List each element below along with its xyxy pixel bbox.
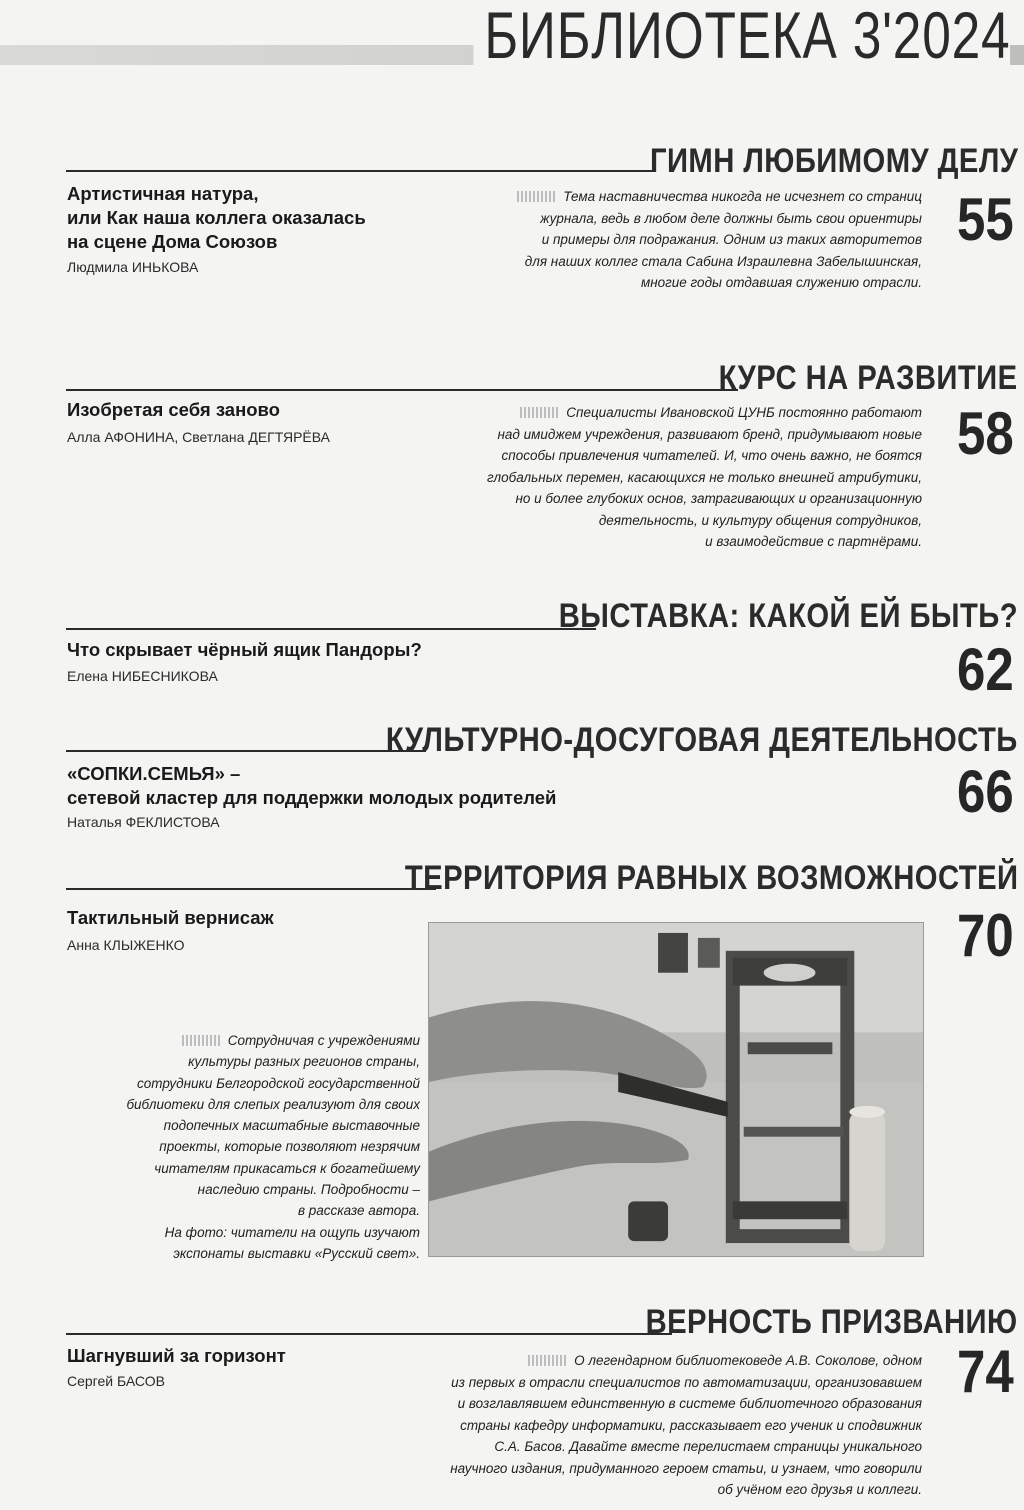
- article-description: О легендарном библиотековеде А.В. Соколове, одном из первых в отрасли специалистов по автоматизации, организовавшем и возглавлявшем единственную в системе библиотечного образования страны кафедру информатики, рассказывает его ученик и сподвижник С.А. Басов. Давайте вместе перелистаем страницы уникального научного издания, придуманного героем статьи, и узнаем, что говорили об учёном его друзья и коллеги.: [450, 1353, 922, 1497]
- article-title[interactable]: Изобретая себя заново: [67, 399, 280, 420]
- section-title-kultura: КУЛЬТУРНО-ДОСУГОВАЯ ДЕЯТЕЛЬНОСТЬ: [386, 721, 1018, 759]
- section-title-vystavka: ВЫСТАВКА: КАКОЙ ЕЙ БЫТЬ?: [558, 597, 1018, 635]
- article-author: Наталья ФЕКЛИСТОВА: [67, 814, 220, 830]
- page-number[interactable]: 55: [957, 186, 1014, 253]
- page-number[interactable]: 70: [957, 902, 1014, 969]
- section-title-gimn: ГИМН ЛЮБИМОМУ ДЕЛУ: [649, 142, 1018, 180]
- section-rule: [66, 1333, 672, 1335]
- section-rule: [66, 389, 738, 391]
- section-title-territoriya: ТЕРРИТОРИЯ РАВНЫХ ВОЗМОЖНОСТЕЙ: [404, 859, 1018, 897]
- dash-mark-icon: [528, 1355, 568, 1366]
- section-rule: [66, 750, 426, 752]
- section-rule: [66, 888, 436, 890]
- section-rule: [66, 628, 596, 630]
- article-title[interactable]: Шагнувший за горизонт: [67, 1345, 286, 1366]
- article-author: Елена НИБЕСНИКОВА: [67, 668, 218, 684]
- section-title-vernost: ВЕРНОСТЬ ПРИЗВАНИЮ: [645, 1303, 1018, 1341]
- article-title[interactable]: Что скрывает чёрный ящик Пандоры?: [67, 639, 422, 660]
- dash-mark-icon: [182, 1035, 222, 1046]
- magazine-title: БИБЛИОТЕКА 3'2024: [473, 0, 1010, 70]
- article-author: Сергей БАСОВ: [67, 1373, 165, 1389]
- article-title[interactable]: «СОПКИ.СЕМЬЯ» – сетевой кластер для поддержки молодых родителей: [67, 763, 557, 808]
- page-number[interactable]: 74: [957, 1338, 1014, 1405]
- article-title[interactable]: Артистичная натура, или Как наша коллега оказалась на сцене Дома Союзов: [67, 183, 366, 252]
- article-title[interactable]: Тактильный вернисаж: [67, 907, 274, 928]
- page-number[interactable]: 62: [957, 636, 1014, 703]
- article-author: Людмила ИНЬКОВА: [67, 259, 199, 275]
- article-author: Анна КЛЫЖЕНКО: [67, 937, 185, 953]
- article-author: Алла АФОНИНА, Светлана ДЕГТЯРЁВА: [67, 429, 330, 445]
- dash-mark-icon: [517, 191, 557, 202]
- dash-mark-icon: [520, 407, 560, 418]
- article-description: Сотрудничая с учреждениями культуры разных регионов страны, сотрудники Белгородской государственной библиотеки для слепых реализуют для своих подопечных масштабные выставочные проекты, которые позволяют незрячим читателям прикасаться к богатейшему наследию страны. Подробности – в рассказе автора. На фото: читатели на ощупь изучают экспонаты выставки «Русский свет».: [126, 1033, 420, 1261]
- article-description: Специалисты Ивановской ЦУНБ постоянно работают над имиджем учреждения, развивают бренд, придумывают новые способы привлечения читателей. И, что очень важно, не боятся глобальных перемен, касающихся не только внешней атрибутики, но и более глубоких основ, затрагивающих и организационную деятельность, и культуру общения сотрудников, и взаимодействие с партнёрами.: [486, 405, 922, 549]
- page-number[interactable]: 66: [957, 758, 1014, 825]
- exhibition-photo: [428, 922, 924, 1257]
- page-number[interactable]: 58: [957, 400, 1014, 467]
- article-description: Тема наставничества никогда не исчезнет со страниц журнала, ведь в любом деле должны быть свои ориентиры и примеры для подражания. Одним из таких авторитетов для наших коллег стала Сабина Израилевна Забелышинская, многие годы отдавшая служению отрасли.: [442, 186, 922, 294]
- section-rule: [66, 170, 656, 172]
- section-title-kurs: КУРС НА РАЗВИТИЕ: [719, 359, 1018, 397]
